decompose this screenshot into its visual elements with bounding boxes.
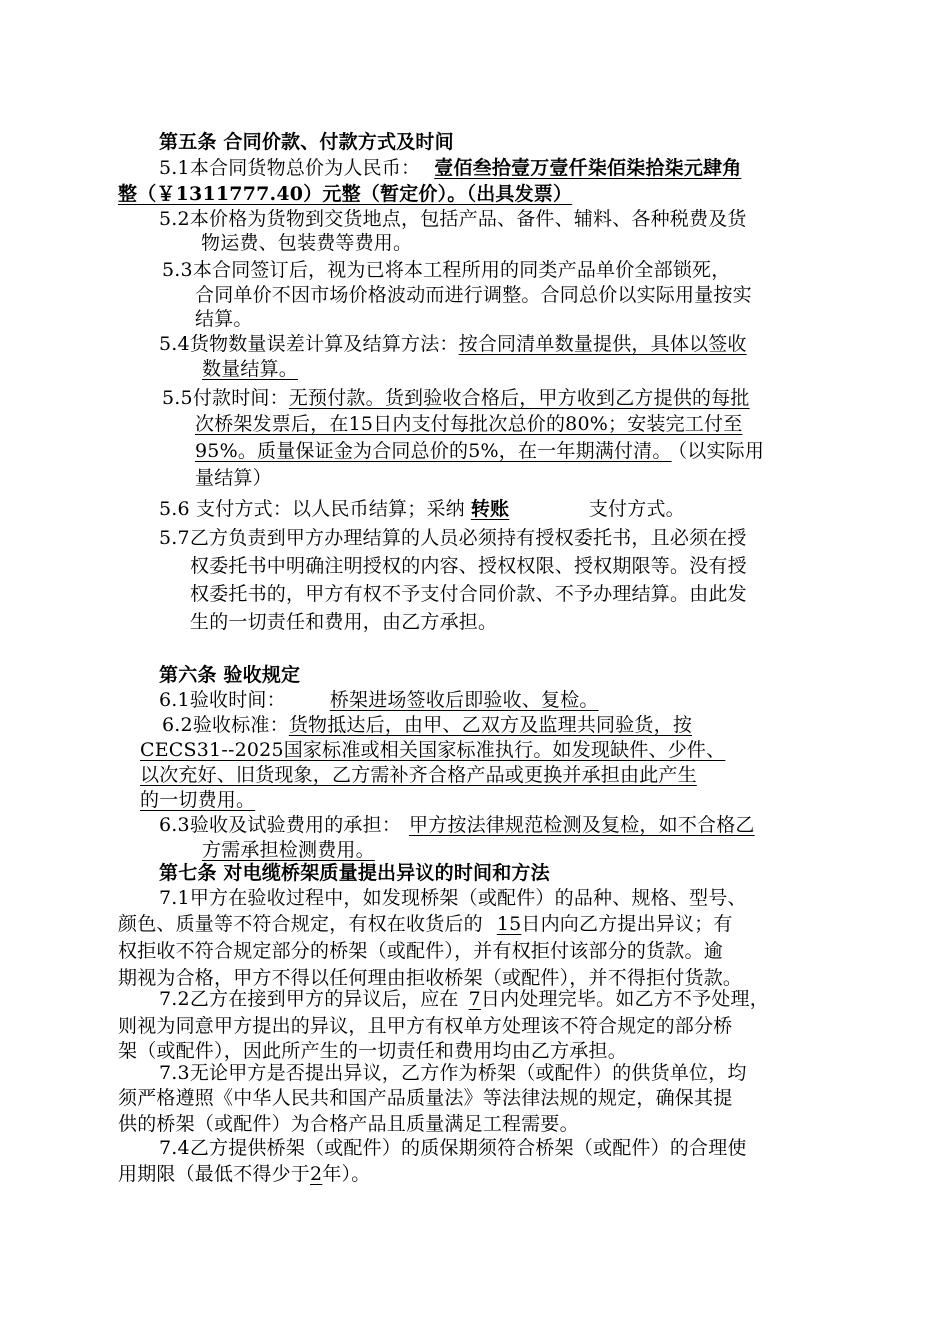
acceptance-time-value: 桥架进场签收后即验收、复检。	[329, 689, 599, 711]
quantity-settlement-value: 按合同清单数量提供，具体以签收	[458, 333, 747, 355]
article-7-title: 第七条 对电缆桥架质量提出异议的时间和方法	[159, 862, 550, 884]
total-price-figure: 整（￥1311777.40）元整（暂定价）。（出具发票）	[118, 183, 573, 205]
total-price-words: 壹佰叁拾壹万壹仟柒佰柒拾柒元肆角	[434, 157, 742, 179]
clause-6-2-label: 6.2验收标准：	[162, 714, 289, 736]
article-6-title: 第六条 验收规定	[159, 664, 301, 686]
payment-note-2: 量结算）	[195, 467, 272, 489]
clause-5-5	[162, 384, 750, 412]
clause-7-4-line-2b: 年）。	[322, 1163, 371, 1185]
clause-7-4-line-2	[118, 1160, 370, 1188]
clause-5-7-line-3: 权委托书的，甲方有权不予支付合同价款、不予办理结算。由此发	[190, 583, 747, 605]
warranty-years: 2	[310, 1163, 323, 1185]
clause-7-4-line-2a: 用期限（最低不得少于	[118, 1163, 311, 1185]
clause-7-1-line-2b: 日内向乙方提出异议；有	[521, 913, 733, 935]
clause-7-1-line-2	[118, 910, 733, 938]
testing-cost-2: 方需承担检测费用。	[202, 839, 375, 861]
clause-7-3-line-2: 须严格遵照《中华人民共和国产品质量法》等法律法规的规定，确保其提	[118, 1087, 733, 1109]
clause-5-1	[159, 154, 741, 182]
clause-5-7-line-4: 生的一切责任和费用，由乙方承担。	[190, 611, 498, 633]
acceptance-standard-1: 货物抵达后，由甲、乙双方及监理共同验货，按	[288, 714, 693, 736]
clause-7-1-line-3: 权拒收不符合规定部分的桥架（或配件），并有权拒付该部分的货款。逾	[118, 940, 723, 962]
clause-5-3-line-2: 合同单价不因市场价格波动而进行调整。合同总价以实际用量按实	[195, 284, 752, 306]
clause-7-1-line-4: 期视为合格，甲方不得以任何理由拒收桥架（或配件），并不得拒付货款。	[118, 967, 743, 989]
clause-6-3	[159, 811, 755, 839]
acceptance-standard-2: CECS31--2025国家标准或相关国家标准执行。如发现缺件、少件、	[140, 739, 726, 761]
clause-7-2-line-1a: 7.2乙方在接到甲方的异议后，应在	[159, 988, 459, 1010]
clause-5-6-tail: 支付方式。	[588, 498, 685, 520]
clause-5-5-line-3	[195, 437, 764, 465]
clause-5-5-label: 5.5付款时间：	[162, 387, 289, 409]
acceptance-standard-4-row	[140, 786, 318, 814]
clause-6-1-label: 6.1验收时间：	[159, 689, 286, 711]
clause-5-6	[159, 495, 685, 523]
clause-5-4-label: 5.4货物数量误差计算及结算方法：	[159, 333, 459, 355]
objection-days: 15	[496, 913, 522, 935]
testing-cost-1: 甲方按法律规范检测及复检，如不合格乙	[409, 814, 755, 836]
quantity-settlement-value-2: 数量结算。	[202, 358, 299, 380]
clause-5-1-label: 5.1本合同货物总价为人民币：	[159, 157, 421, 179]
clause-5-6-label: 5.6 支付方式：以人民币结算；采纳	[159, 498, 465, 520]
clause-5-2-line-1: 5.2本价格为货物到交货地点，包括产品、备件、辅料、各种税费及货	[159, 208, 747, 230]
clause-5-7-line-1: 5.7乙方负责到甲方办理结算的人员必须持有授权委托书，且必须在授	[159, 527, 747, 549]
clause-5-7-line-2: 权委托书中明确注明授权的内容、授权权限、授权期限等。没有授	[190, 555, 747, 577]
clause-6-3-label: 6.3验收及试验费用的承担：	[159, 814, 402, 836]
clause-7-3-line-1: 7.3无论甲方是否提出异议，乙方作为桥架（或配件）的供货单位，均	[159, 1062, 747, 1084]
clause-7-2-line-2: 则视为同意甲方提出的异议，且甲方有权单方处理该不符合规定的部分桥	[118, 1015, 733, 1037]
article-5-title: 第五条 合同价款、付款方式及时间	[159, 131, 454, 153]
clause-5-3-line-1: 5.3本合同签订后，视为已将本工程所用的同类产品单价全部锁死，	[162, 259, 731, 281]
acceptance-standard-3: 以次充好、旧货现象，乙方需补齐合格产品或更换并承担由此产生	[140, 764, 697, 786]
clause-5-4	[159, 330, 747, 358]
clause-7-3-line-3: 供的桥架（或配件）为合格产品且质量满足工程需要。	[118, 1113, 579, 1135]
clause-5-2-line-2: 物运费、包装费等费用。	[201, 232, 413, 254]
payment-terms-3: 95%。质量保证金为合同总价的5%，在一年期满付清。	[195, 440, 672, 462]
clause-7-4-line-1: 7.4乙方提供桥架（或配件）的质保期须符合桥架（或配件）的合理使	[159, 1137, 747, 1159]
clause-7-2-line-1b: 日内处理完毕。如乙方不予处理，	[480, 988, 769, 1010]
clause-6-1	[159, 686, 599, 714]
clause-7-2-line-1	[159, 985, 769, 1013]
payment-terms-2: 次桥架发票后，在15日内支付每批次总价的80%；安装完工付至	[195, 413, 743, 435]
payment-note: （以实际用	[677, 440, 765, 462]
clause-7-2-line-3: 架（或配件），因此所产生的一切责任和费用均由乙方承担。	[118, 1040, 627, 1062]
clause-7-1-line-1: 7.1甲方在验收过程中，如发现桥架（或配件）的品种、规格、型号、	[159, 887, 747, 909]
acceptance-standard-4: 的一切费用。	[140, 789, 256, 811]
clause-5-3-line-3: 结算。	[195, 308, 253, 330]
clause-6-2	[162, 711, 692, 739]
handling-days: 7	[468, 988, 481, 1010]
clause-7-1-line-2a: 颜色、质量等不符合规定，有权在收货后的	[118, 913, 483, 935]
payment-method-value: 转账	[470, 498, 510, 520]
payment-terms-1: 无预付款。货到验收合格后，甲方收到乙方提供的每批	[288, 387, 750, 409]
